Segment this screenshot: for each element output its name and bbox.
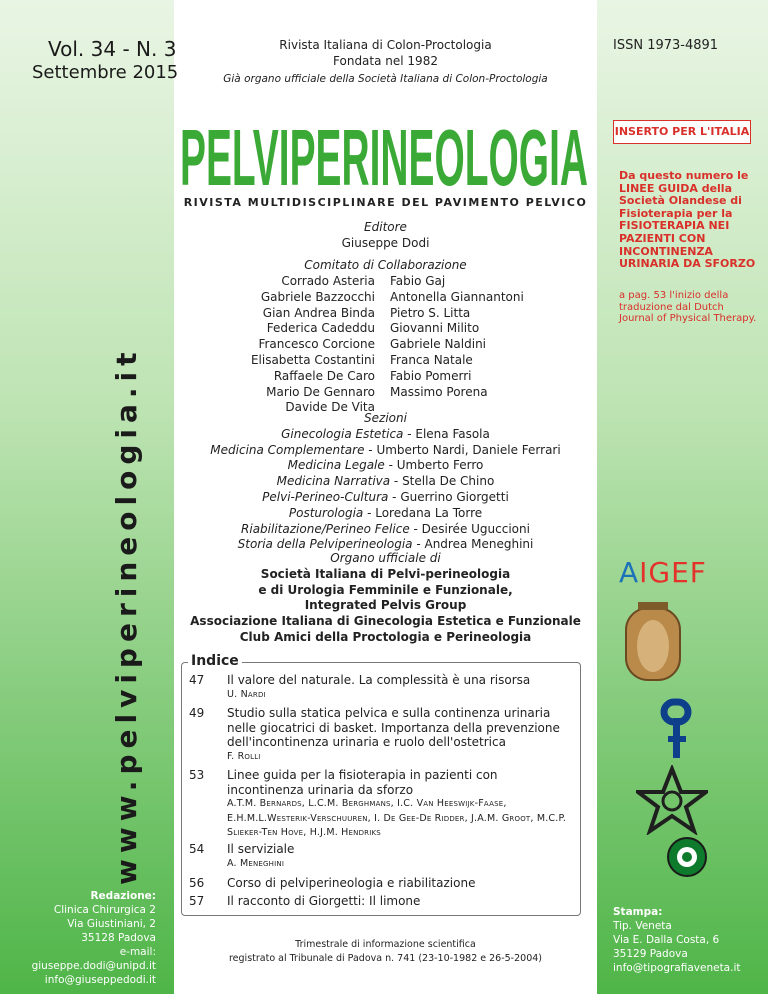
- committee-member: Massimo Porena: [390, 384, 488, 399]
- index-title-text: Linee guida per la fisioterapia in pazienti con incontinenza urinaria da sforzo: [227, 768, 498, 797]
- igp-logo: [660, 698, 692, 760]
- editor-name: Giuseppe Dodi: [341, 236, 430, 250]
- committee-member: Franca Natale: [390, 352, 473, 367]
- committee-right: [390, 274, 560, 400]
- section-item: Pelvi-Perineo-Cultura - Guerrino Giorgetti: [262, 489, 509, 504]
- redazione-label: Redazione:: [90, 890, 156, 902]
- issn: ISSN 1973-4891: [613, 38, 719, 53]
- section-item: Medicina Legale - Umberto Ferro: [287, 458, 484, 473]
- committee-member: Corrado Asteria: [281, 274, 375, 288]
- official-society: Società Italiana di Pelvi-perineologia: [260, 566, 511, 581]
- index-title-text: Il serviziale: [227, 842, 295, 856]
- committee-member: Mario De Gennaro: [266, 384, 375, 399]
- redazione-block: [0, 889, 156, 987]
- printer-label: Stampa:: [613, 906, 663, 918]
- committee-member: Fabio Gaj: [390, 274, 446, 288]
- sections-label: Sezioni: [364, 411, 407, 425]
- journal-logo: [178, 117, 590, 197]
- issue-date: Settembre 2015: [32, 62, 179, 83]
- footer-registration: [174, 938, 597, 966]
- svg-text:PELVIPERINEOLOGIA: PELVIPERINEOLOGIA: [180, 117, 588, 197]
- official-society: Associazione Italiana di Ginecologia Estetica e Funzionale: [190, 614, 581, 629]
- index-page-number: 49: [189, 706, 205, 720]
- star-emblem-logo: [636, 765, 708, 835]
- left-green-band: [0, 0, 177, 994]
- committee-member: Raffaele De Caro: [273, 368, 375, 383]
- index-page-number: 56: [189, 876, 205, 890]
- section-item: Storia della Pelviperineologia - Andrea Meneghini: [237, 537, 534, 552]
- printer-line: Tip. Veneta: [613, 920, 672, 932]
- committee-member: Antonella Giannantoni: [390, 289, 524, 304]
- editor-label: Editore: [364, 220, 407, 234]
- website-vertical[interactable]: www.pelviperineologia.it: [110, 346, 143, 885]
- index-title-text: Il valore del naturale. La complessità è una risorsa: [227, 673, 531, 687]
- redazione-email[interactable]: info@giuseppedodi.it: [44, 974, 156, 986]
- committee-member: Pietro S. Litta: [390, 305, 471, 320]
- committee-member: Gabriele Naldini: [390, 337, 487, 352]
- index-page-number: 54: [189, 842, 205, 856]
- section-item: Riabilitazione/Perineo Felice - Desirée Uguccioni: [241, 521, 530, 536]
- printer-line: Via E. Dalla Costa, 6: [613, 934, 720, 946]
- index-page-number: 53: [189, 768, 205, 782]
- insert-subtext: a pag. 53 l'inizio della traduzione dal Dutch Journal of Physical Therapy.: [619, 290, 757, 324]
- footer-line: Trimestrale di informazione scientifica: [295, 939, 476, 950]
- section-item: Medicina Narrativa - Stella De Chino: [276, 474, 495, 489]
- volume-number: Vol. 34 - N. 3: [48, 37, 177, 61]
- index-page-number: 57: [189, 894, 205, 908]
- committee-member: Gabriele Bazzocchi: [260, 289, 375, 304]
- committee-member: Gian Andrea Binda: [262, 305, 375, 320]
- round-society-logo: [666, 836, 708, 878]
- committee-label: Comitato di Collaborazione: [304, 258, 467, 272]
- index-title-text: Il racconto di Giorgetti: Il limone: [227, 894, 421, 908]
- official-organ-block: [174, 551, 597, 646]
- section-item: Ginecologia Estetica - Elena Fasola: [281, 426, 490, 441]
- editor-block: [174, 219, 597, 251]
- section-item: Posturologia - Loredana La Torre: [288, 505, 483, 520]
- committee-member: Federica Cadeddu: [266, 321, 375, 336]
- redazione-line: 35128 Padova: [81, 932, 156, 944]
- printer-email[interactable]: info@tipografiaveneta.it: [613, 962, 741, 974]
- index-authors: A.T.M. Bernards, L.C.M. Berghmans, I.C. Van Heeswijk-Faase, E.H.M.L.Westerik-Verschuuren, I. De Gee-De Ridder, J.A.M. Groot, M.C.P. Slieker-Ten Hove, H.J.M. Hendriks: [227, 798, 567, 838]
- committee-member: Francesco Corcione: [258, 337, 375, 352]
- committee-member: Giovanni Milito: [390, 321, 480, 336]
- index-title: Indice: [188, 653, 242, 669]
- committee-member: Fabio Pomerri: [390, 368, 472, 383]
- committee-member: Elisabetta Costantini: [250, 352, 375, 367]
- aigef-logo: AIGEF: [619, 556, 707, 589]
- index-authors: A. Meneghini: [227, 857, 285, 869]
- journal-header: [174, 37, 597, 69]
- insert-headline: Da questo numero le LINEE GUIDA della Società Olandese di Fisioterapia per la FISIOTERAPIA NEI PAZIENTI CON INCONTINENZA URINARIA DA SFORZO: [619, 169, 756, 271]
- printer-block: [613, 905, 741, 975]
- journal-founded: Fondata nel 1982: [333, 54, 438, 68]
- official-society: e di Urologia Femminile e Funzionale,: [258, 582, 513, 597]
- venus-painting-logo: [624, 602, 682, 682]
- index-title-text: Corso di pelviperineologia e riabilitazione: [227, 876, 476, 890]
- insert-badge: INSERTO PER L'ITALIA: [613, 120, 751, 144]
- former-organ: Già organo ufficiale della Società Italiana di Colon-Proctologia: [223, 73, 548, 85]
- committee-left: [240, 274, 375, 416]
- index-authors: F. Rolli: [227, 750, 261, 762]
- redazione-line: Clinica Chirurgica 2: [53, 904, 156, 916]
- printer-line: 35129 Padova: [613, 948, 688, 960]
- redazione-email[interactable]: e-mail: giuseppe.dodi@unipd.it: [31, 946, 156, 972]
- section-item: Medicina Complementare - Umberto Nardi, Daniele Ferrari: [210, 442, 561, 457]
- official-society: Integrated Pelvis Group: [304, 598, 467, 613]
- index-authors: U. Nardi: [227, 688, 266, 700]
- journal-subtitle: RIVISTA MULTIDISCIPLINARE DEL PAVIMENTO PELVICO: [183, 196, 588, 209]
- index-page-number: 47: [189, 673, 205, 687]
- redazione-line: Via Giustiniani, 2: [67, 918, 156, 930]
- official-society: Club Amici della Proctologia e Perineologia: [239, 629, 532, 644]
- official-label: Organo ufficiale di: [330, 551, 441, 565]
- footer-line: registrato al Tribunale di Padova n. 741 (23-10-1982 e 26-5-2004): [228, 953, 542, 964]
- committee-member: Davide De Vita: [285, 400, 375, 415]
- sections-block: [174, 411, 597, 553]
- index-title-text: Studio sulla statica pelvica e sulla continenza urinaria nelle giocatrici di basket. Importanza della prevenzione dell'incontinenza urinaria e ruolo dell'ostetrica: [227, 706, 560, 749]
- journal-line: Rivista Italiana di Colon-Proctologia: [279, 38, 492, 52]
